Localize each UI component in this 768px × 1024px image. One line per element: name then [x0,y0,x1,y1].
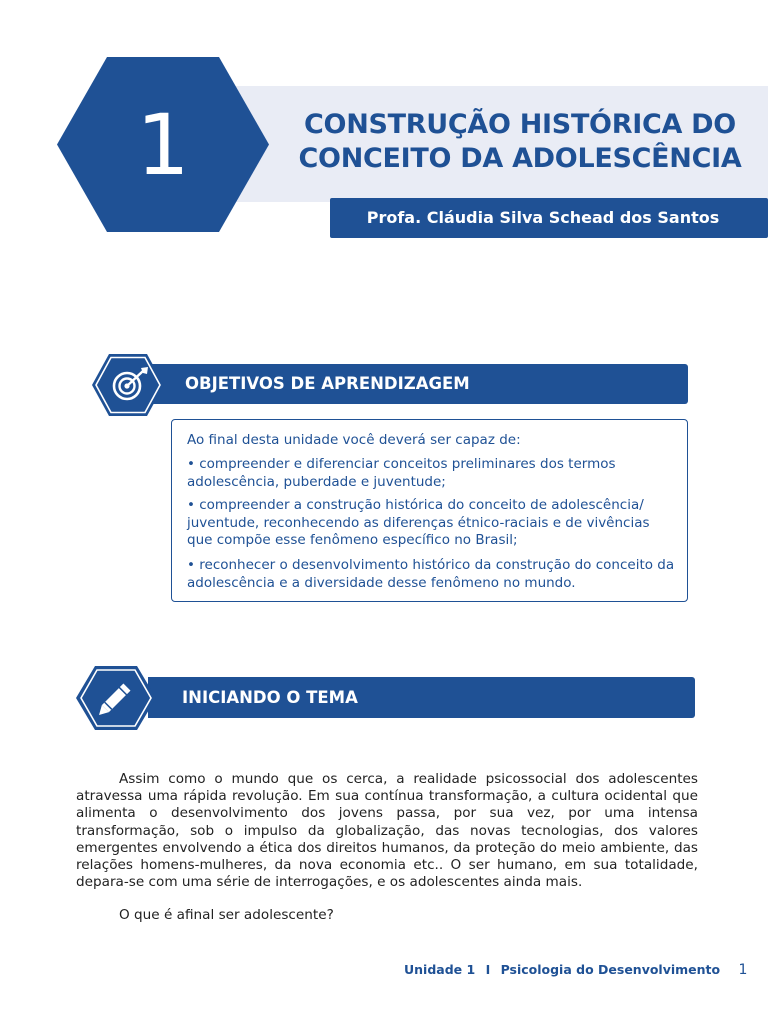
question-paragraph: O que é afinal ser adolescente? [119,907,334,923]
objective-item-1: • compreender e diferenciar conceitos preliminares dos termos adolescência, puberdade e juventude; [187,456,616,490]
chapter-title-line2: CONCEITO DA ADOLESCÊNCIA [298,143,742,174]
page-number: 1 [738,962,748,978]
chapter-title [296,108,744,176]
objectives-heading: OBJETIVOS DE APRENDIZAGEM [185,374,470,393]
target-icon [92,354,164,416]
footer-course: Psicologia do Desenvolvimento [500,962,721,977]
pencil-icon [76,666,156,730]
chapter-number: 1 [136,95,190,194]
author-name: Profa. Cláudia Silva Schead dos Santos Schiessl [366,208,720,267]
chapter-title-line1: CONSTRUÇÃO HISTÓRICA DO [304,109,736,140]
intro-paragraph: Assim como o mundo que os cerca, a realidade psicossocial dos adolescentes atravessa uma rápida revolução. Em sua contínua transformação, a cultura ocidental que alimenta o desenvolvimento dos jovens passa, por sua vez, por uma intensa transformação, sob o impulso da globalização, das novas tecnologias, dos valores emergentes envolvendo a ética dos direitos humanos, da proteção do meio ambiente, das relações homens-mulheres, da nova economia etc.. O ser humano, em sua totalidade, depara-se com uma série de interrogações, e os adolescentes ainda mais. [76,771,698,891]
page-footer [404,962,748,980]
footer-separator: I [485,962,491,977]
objectives-intro: Ao final desta unidade você deverá ser capaz de: [187,432,521,448]
footer-unit: Unidade 1 [404,962,476,977]
objective-item-3: • reconhecer o desenvolvimento histórico da construção do conceito da adolescência e a diversidade desse fenômeno no mundo. [187,557,675,591]
objective-item-2: • compreender a construção histórica do conceito de adolescência/ juventude, reconhecendo as diferenças étnico-raciais e de vivências que compõe esse fenômeno específico no Brasil; [187,497,650,548]
theme-heading: INICIANDO O TEMA [182,688,358,707]
